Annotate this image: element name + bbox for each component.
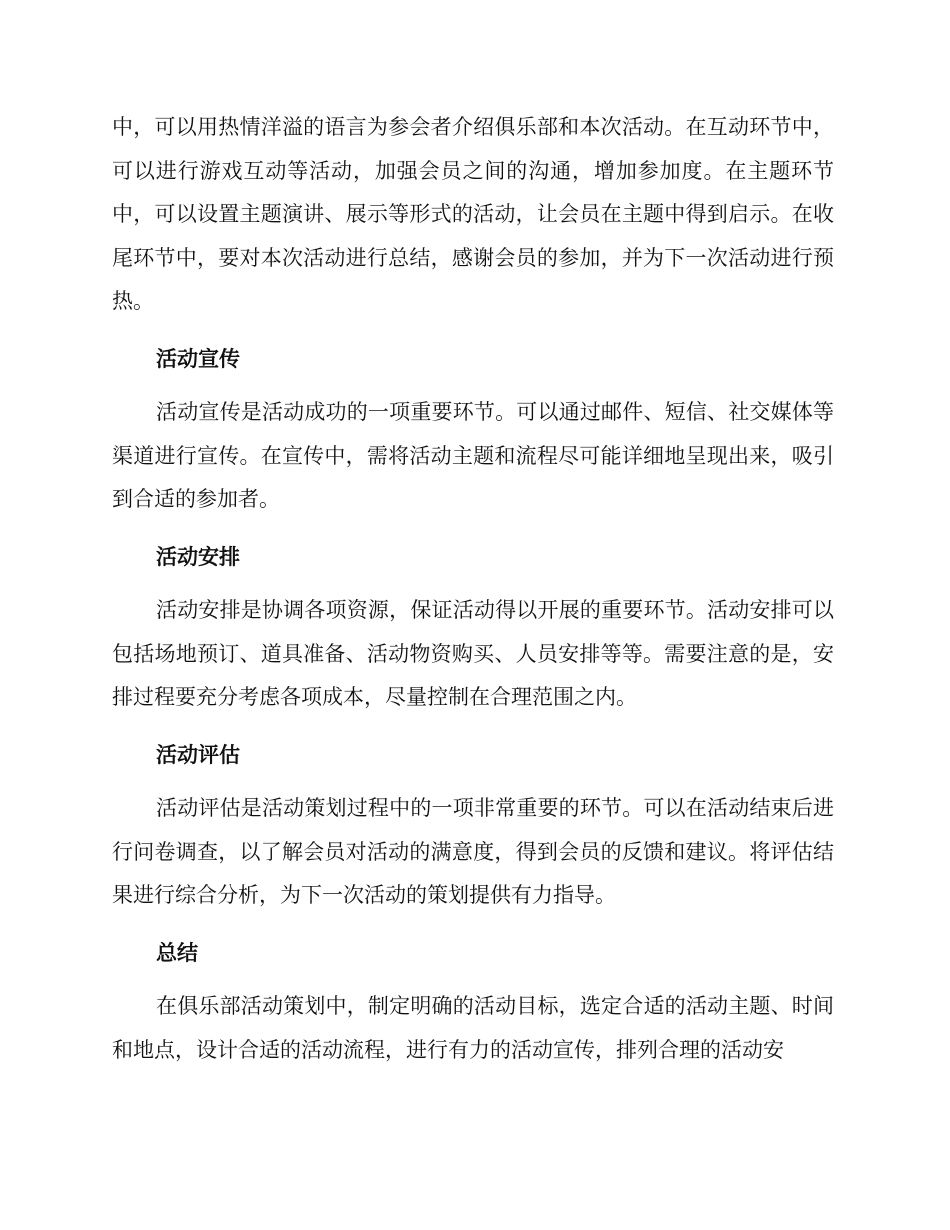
spacer (112, 381, 834, 391)
section-heading-summary: 总结 (156, 940, 198, 965)
section-heading-promotion: 活动宣传 (156, 346, 240, 371)
paragraph-intro-continued: 中，可以用热情洋溢的语言为参会者介绍俱乐部和本次活动。在互动环节中，可以进行游戏互动等活动，加强会员之间的沟通，增加参加度。在主题环节中，可以设置主题演讲、展示等形式的活动，让会员在主题中得到启示。在收尾环节中，要对本次活动进行总结，感谢会员的参加，并为下一次活动进行预热。 (112, 115, 834, 313)
spacer (112, 522, 834, 536)
document-page (112, 106, 834, 1072)
spacer (112, 324, 834, 338)
paragraph-arrangement: 活动安排是协调各项资源，保证活动得以开展的重要环节。活动安排可以包括场地预订、道具准备、活动物资购买、人员安排等等。需要注意的是，安排过程要充分考虑各项成本，尽量控制在合理范围之内。 (112, 598, 834, 709)
paragraph-promotion: 活动宣传是活动成功的一项重要环节。可以通过邮件、短信、社交媒体等渠道进行宣传。在宣传中，需将活动主题和流程尽可能详细地呈现出来，吸引到合适的参加者。 (112, 400, 834, 511)
spacer (112, 777, 834, 787)
paragraph-evaluation: 活动评估是活动策划过程中的一项非常重要的环节。可以在活动结束后进行问卷调查，以了解会员对活动的满意度，得到会员的反馈和建议。将评估结果进行综合分析，为下一次活动的策划提供有力指导。 (112, 796, 834, 907)
spacer (112, 579, 834, 589)
spacer (112, 918, 834, 932)
paragraph-summary: 在俱乐部活动策划中，制定明确的活动目标，选定合适的活动主题、时间和地点，设计合适的活动流程，进行有力的活动宣传，排列合理的活动安 (112, 994, 834, 1062)
spacer (112, 720, 834, 734)
spacer (112, 975, 834, 985)
section-heading-evaluation: 活动评估 (156, 742, 240, 767)
section-heading-arrangement: 活动安排 (156, 544, 240, 569)
